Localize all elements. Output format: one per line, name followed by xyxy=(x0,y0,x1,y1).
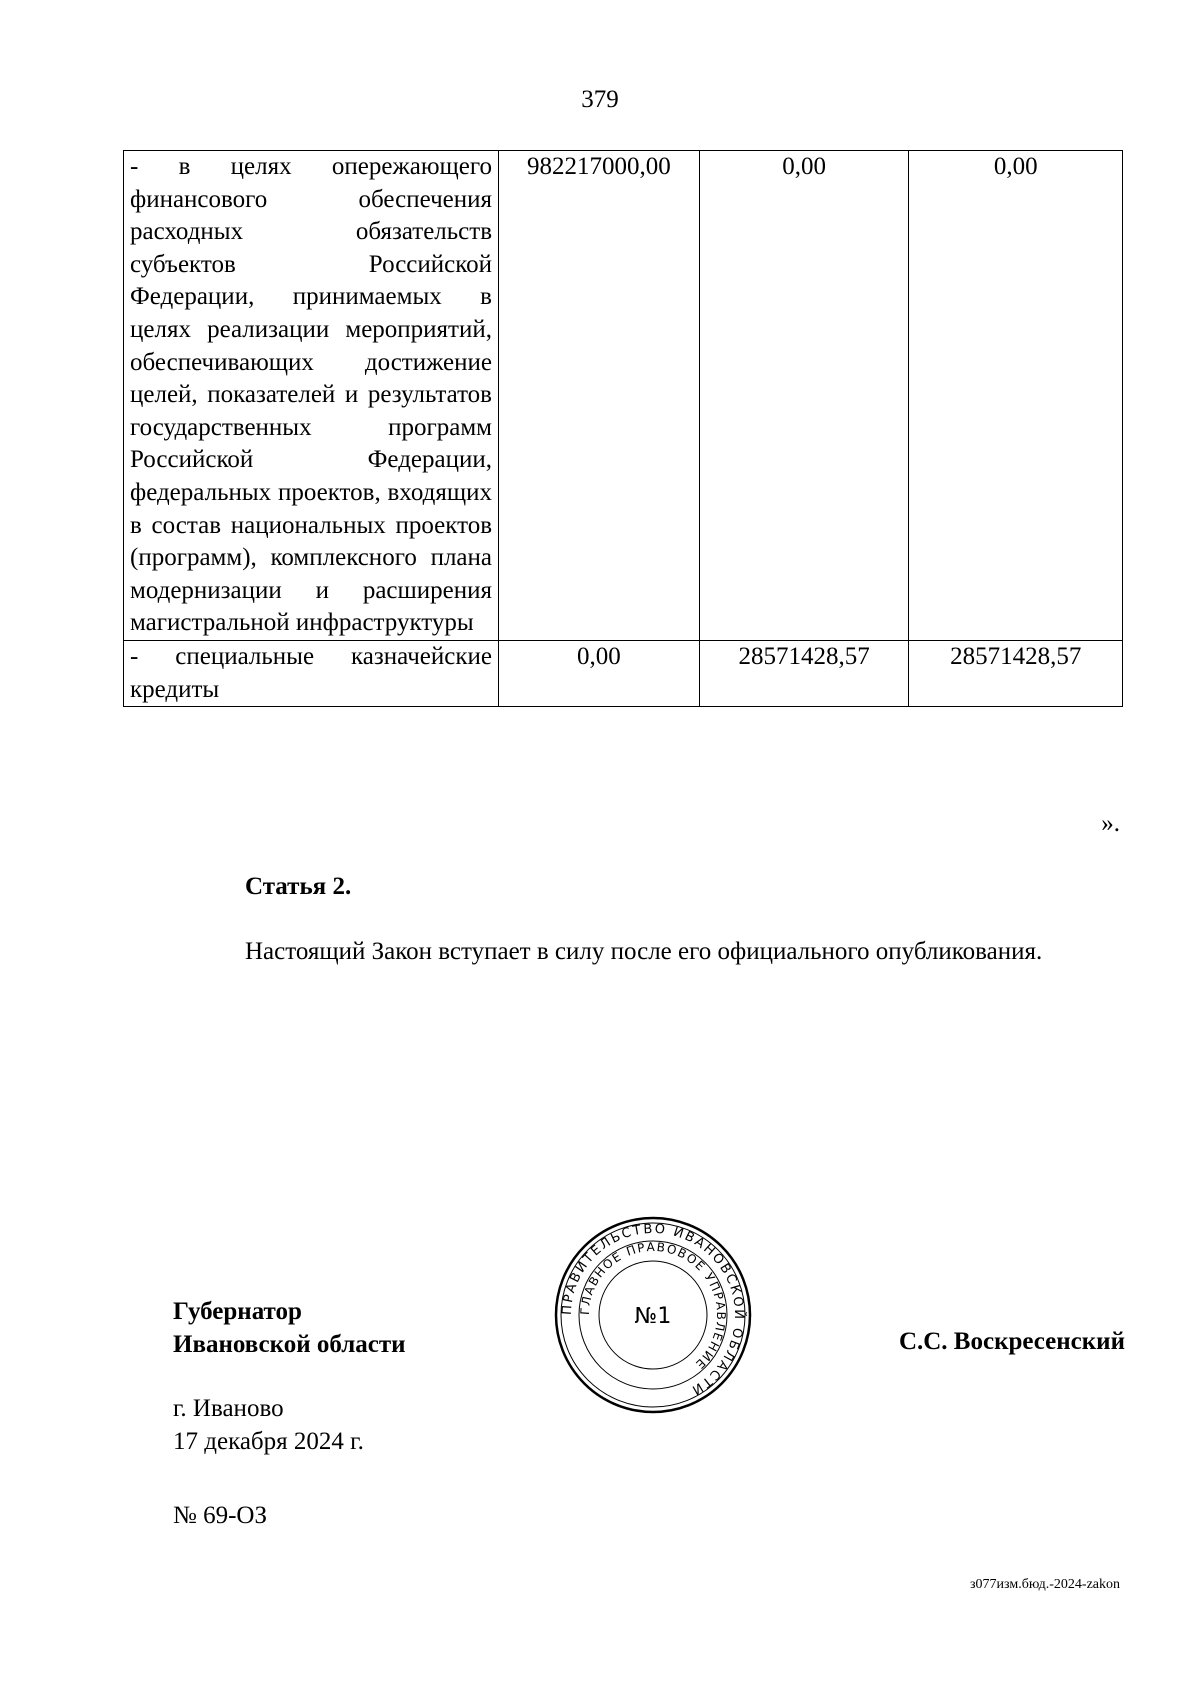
row-description: - в целях опережающего финансового обеспечения расходных обязательств субъектов Российской Федерации, принимаемых в целях реализации мероприятий, обеспечивающих достижение целей, показателей и результатов государственных программ Российской Федерации, федеральных проектов, входящих в состав национальных проектов (программ), комплексного плана модернизации и расширения магистральной инфраструктуры xyxy=(124,151,499,641)
row-value: 28571428,57 xyxy=(699,640,909,706)
table-row xyxy=(124,151,1123,641)
row-value: 0,00 xyxy=(909,151,1123,641)
budget-table xyxy=(123,150,1123,707)
page-number: 379 xyxy=(581,86,619,113)
law-number: № 69-ОЗ xyxy=(173,1502,268,1529)
place: г. Иваново xyxy=(173,1395,284,1422)
seal-inner-text: ГЛАВНОЕ ПРАВОВОЕ УПРАВЛЕНИЕ xyxy=(577,1239,729,1373)
date: 17 декабря 2024 г. xyxy=(173,1428,364,1455)
signatory-title xyxy=(173,1295,406,1361)
article-text: Настоящий Закон вступает в силу после его официального опубликования. xyxy=(245,938,1043,965)
seal-center-text: №1 xyxy=(634,1304,672,1329)
closing-quote: ». xyxy=(1101,810,1120,837)
table-row xyxy=(124,640,1123,706)
row-value: 28571428,57 xyxy=(909,640,1123,706)
signatory-name: С.С. Воскресенский xyxy=(898,1328,1125,1355)
seal-outer-text: ПРАВИТЕЛЬСТВО ИВАНОВСКОЙ ОБЛАСТИ xyxy=(559,1221,747,1399)
row-value: 0,00 xyxy=(499,640,700,706)
signatory-title-line2: Ивановской области xyxy=(173,1331,406,1358)
article-title: Статья 2. xyxy=(245,873,352,900)
row-description: - специальные казначейские кредиты xyxy=(124,640,499,706)
official-seal xyxy=(553,1215,753,1415)
signatory-title-line1: Губернатор xyxy=(173,1298,302,1325)
file-code: з077изм.бюд.-2024-zakon xyxy=(970,1577,1120,1592)
place-date xyxy=(173,1392,364,1458)
row-value: 0,00 xyxy=(699,151,909,641)
row-value: 982217000,00 xyxy=(499,151,700,641)
